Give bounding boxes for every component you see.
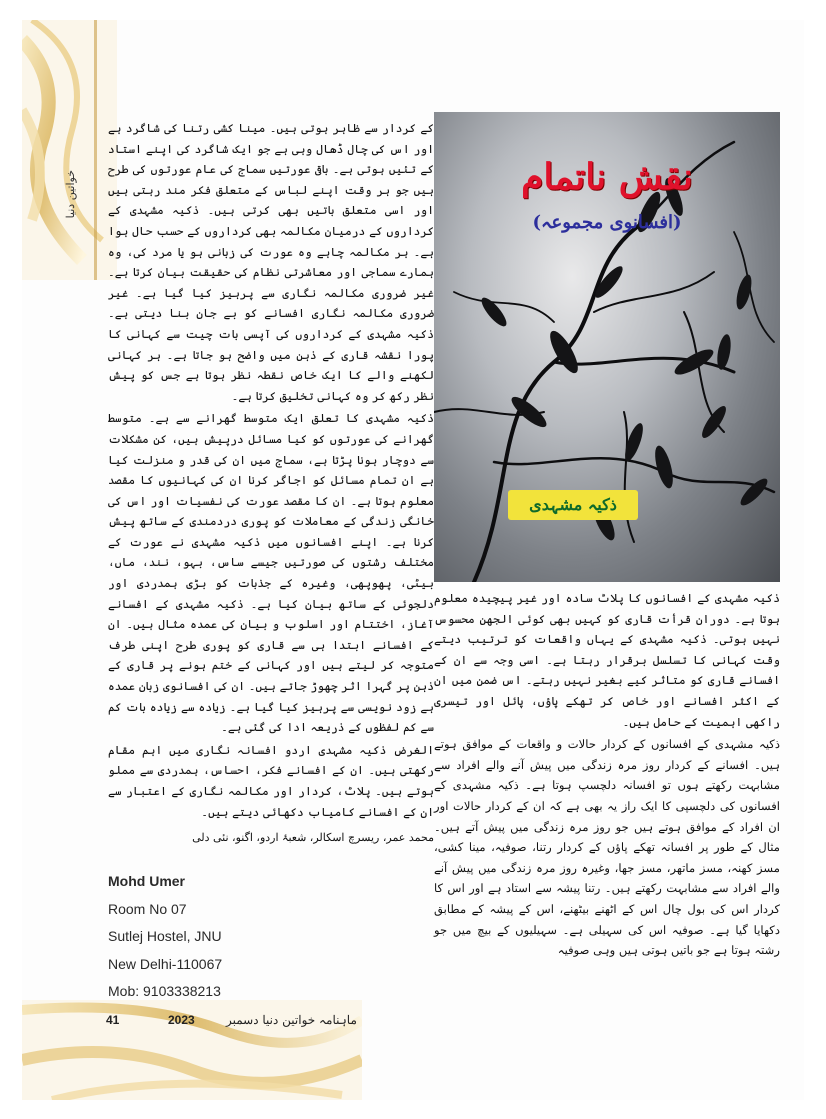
page-number: 41	[106, 1013, 120, 1027]
article-left-column	[108, 118, 434, 849]
paragraph: الغرض ذکیہ مشہدی اردو افسانہ نگاری میں اہم مقام رکھتی ہیں۔ ان کے افسانے فکر، احساس، ہمدردی سے مملو ہوتے ہیں۔ پلاٹ، کردار اور مکالمہ نگاری کے اعتبار سے ان کے افسانے کامیاب دکھائی دیتے ہیں۔	[108, 742, 434, 819]
cover-author-label: ذکیہ مشہدی	[508, 490, 638, 520]
magazine-page	[22, 20, 804, 1100]
paragraph: کے کردار سے ظاہر ہوتی ہیں۔ مینا کشی رتنا کی شاگرد ہے اور اس کی چال ڈھال وہی ہے جو ایک شاگرد کی اپنے استاد کے تئیں ہوتی ہے۔ باقی عورتیں سماج کی عام عورتوں کی طرح ہیں جو ہر وقت اپنے لباس کے متعلق فکر مند رہتی ہیں اور اسی متعلق باتیں بھی کرتی ہیں۔ ذکیہ مشہدی کے کرداروں کے درمیان مکالمہ بھی کرداروں کے حسب حال ہوا ہے۔ ہر مکالمہ چاہے وہ عورت کی زبانی ہو یا مرد کی، وہ ہمارے سماجی اور معاشرتی نظام کی حقیقت بیان کرتا ہے۔ غیر ضروری مکالمہ نگاری سے پرہیز کیا گیا ہے۔ غیر ضروری مکالمہ نگاری افسانے کو بے جان بنا دیتی ہے۔ ذکیہ مشہدی کے کرداروں کی آپسی بات چیت سے کہانی کا پورا نقشہ قاری کے ذہن میں واضح ہو جاتا ہے۔ ہر کہانی لکھنے والے کا ایک خاص نقطہ نظر ہوتا ہے جس کو پیش نظر رکھ کر وہ کہانی تخلیق کرتا ہے۔	[108, 121, 434, 403]
paragraph: ذکیہ مشہدی کا تعلق ایک متوسط گھرانے سے ہے۔ متوسط گھرانے کی عورتوں کو کیا مسائل درپیش ہیں، کن مشکلات سے دوچار ہونا پڑتا ہے، سماج میں ان کی قدر و منزلت کیا ہے ان تمام مسائل کو اجاگر کرنا ان کی کہانیوں کا مقصد معلوم ہوتا ہے۔ ان کا مقصد عورت کی نفسیات اور اس کی خانگی زندگی کے معاملات کو پوری دردمندی کے ساتھ پیش کرنا ہے۔ اپنے افسانوں میں ذکیہ مشہدی نے عورت کے مختلف رشتوں کی صورتیں جیسے ساس، بہو، نند، ماں، بیٹی، پھوپھی، وغیرہ کے جذبات کو بڑی ہمدردی اور دلجوئی کے ساتھ بیان کیا ہے۔ ذکیہ مشہدی کے افسانے آغاز، اختتام اور اسلوب و بیان کی عمدہ مثال ہیں۔ ان کے افسانے ابتدا ہی سے قاری کو پوری طرح اپنی طرف متوجہ کر لیتے ہیں اور کہانی کے ختم ہونے پر قاری کے ذہن پر گہرا اثر چھوڑ جاتے ہیں۔ ان کی افسانوی زبان عمدہ ہے زود نویسی سے پرہیز کیا گیا ہے۔ زیادہ سے زیادہ بات کم سے کم لفظوں کے ذریعہ ادا کی گئی ہے۔	[108, 411, 434, 735]
paragraph: ذکیہ مشہدی کے افسانوں کا پلاٹ سادہ اور غیر پیچیدہ معلوم ہوتا ہے۔ دوران قرأت قاری کو کہیں بھی کوئی الجھن محسوس نہیں ہوتی۔ ذکیہ مشہدی کے یہاں واقعات کو ترتیب دیتے وقت کہانی کا تسلسل برقرار رہتا ہے۔ اسی وجہ سے ان کے افسانے قاری کو متاثر کیے بغیر نہیں رہتے۔ اس ضمن میں ان کے اکثر افسانے اور خاص کر تھکے پاؤں، پائل اور تیسری راکھی اہمیت کے حامل ہیں۔	[434, 591, 780, 729]
page-footer	[106, 1013, 406, 1035]
contact-address	[108, 868, 348, 1006]
magazine-name: ماہنامہ خواتین دنیا دسمبر	[226, 1013, 357, 1027]
author-name: Mohd Umer	[108, 873, 185, 889]
paragraph: ذکیہ مشہدی کے افسانوں کے کردار حالات و واقعات کے موافق ہوتے ہیں۔ افسانے کے کردار روز مرہ زندگی میں پیش آنے والے افراد سے مشابہت رکھتے ہوں تو افسانہ دلچسپ ہوتا ہے۔ ذکیہ مشہدی کے افسانوں کی دلچسپی کا ایک راز یہ بھی ہے کہ ان کے کردار حالات اور ان افراد کے موافق ہوتے ہیں جو روز مرہ زندگی میں پیش آتے ہیں۔ مثال کے طور پر افسانہ تھکے پاؤں کے کردار رتنا، صوفیہ، مینا کشی، مسز کھنہ، مسز ماتھر، مسز جھا، وغیرہ روز مرہ زندگی میں پیش آنے والے افراد سے مشابہت رکھتے ہیں۔ رتنا پیشہ سے استاد ہے اور اس کا کردار اس کی بول چال اس کے اٹھنے بیٹھنے، اس کے پیشہ کے مطابق دکھایا گیا ہے۔ صوفیہ اس کی سہیلی ہے۔ سہیلیوں کے بیچ میں جو رشتہ ہوتا ہے جو باتیں ہوتی ہیں وہی صوفیہ	[434, 737, 780, 958]
address-line: New Delhi-110067	[108, 955, 223, 972]
author-signoff: محمد عمر، ریسرچ اسکالر، شعبۂ اردو، اگنو، نئی دلی	[192, 831, 434, 845]
book-cover-image	[434, 112, 780, 582]
address-line: Sutlej Hostel, JNU	[108, 928, 222, 944]
cover-subtitle: (افسانوی مجموعہ)	[532, 212, 682, 233]
side-magazine-label: خواتین دنیا	[64, 170, 77, 219]
issue-year: 2023	[168, 1013, 195, 1027]
article-right-column	[434, 588, 780, 963]
address-line: Room No 07	[108, 900, 187, 917]
phone-number: Mob: 9103338213	[108, 983, 221, 999]
cover-title: نقش ناتمام	[521, 156, 693, 198]
gold-corner-decoration	[22, 20, 117, 280]
